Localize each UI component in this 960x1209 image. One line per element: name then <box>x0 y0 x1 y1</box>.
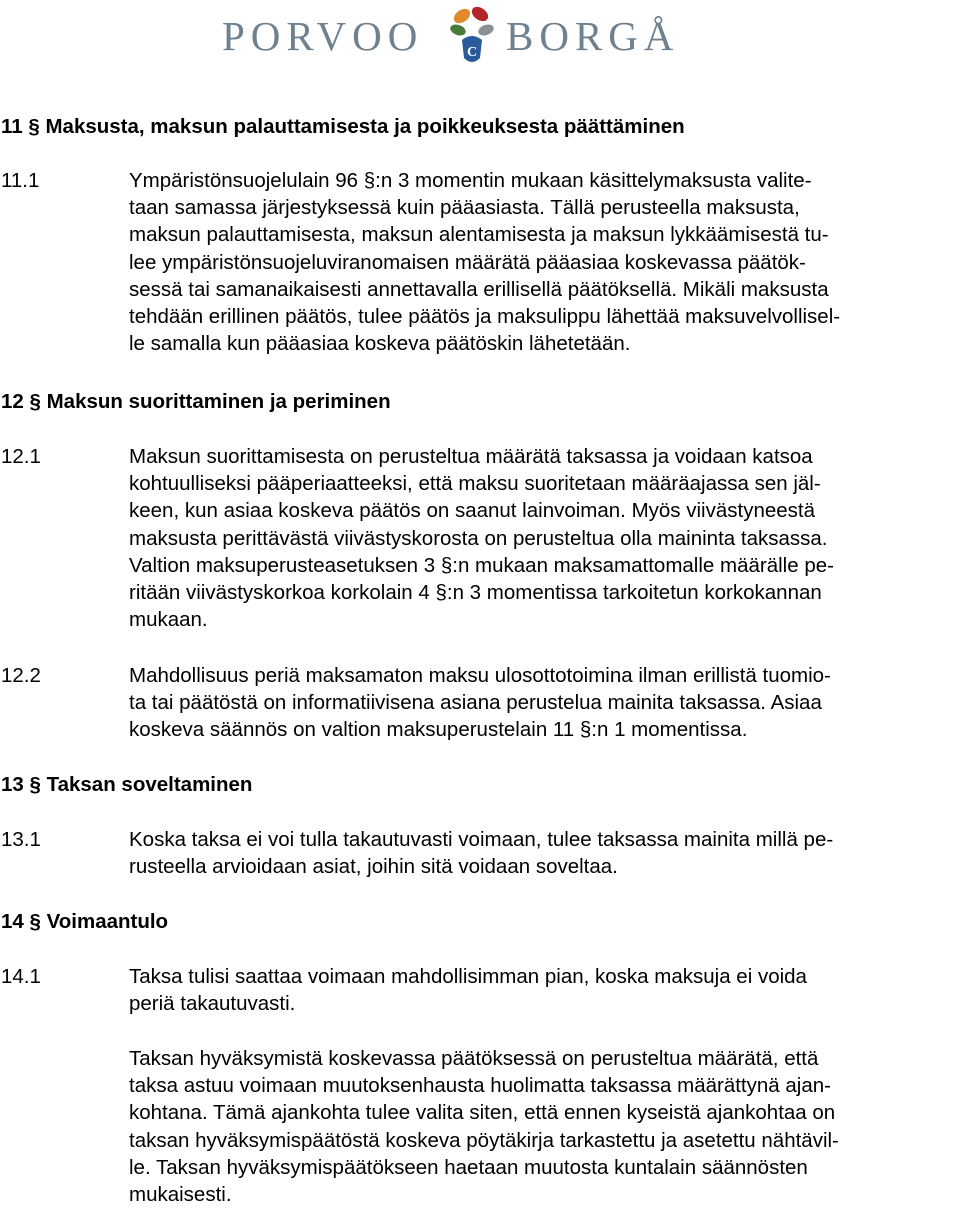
section-heading-13: 13 § Taksan soveltaminen <box>1 773 253 796</box>
text-line: sessä tai samanaikaisesti annettavalla erillisellä päätöksellä. Mikäli maksusta <box>129 277 829 301</box>
paragraph-number-12-2: 12.2 <box>1 664 41 687</box>
paragraph-13-1 <box>129 826 833 880</box>
text-line: periä takautuvasti. <box>129 992 296 1016</box>
text-line: Koska taksa ei voi tulla takautuvasti voimaan, tulee taksassa mainita millä pe- <box>129 828 834 851</box>
svg-text:C: C <box>466 45 478 60</box>
section-heading-12: 12 § Maksun suorittaminen ja periminen <box>1 390 391 413</box>
section-heading-14: 14 § Voimaantulo <box>1 910 169 933</box>
text-line: Valtion maksuperusteasetuksen 3 §:n mukaan maksamattomalle määrälle pe- <box>129 553 834 577</box>
paragraph-number-12-1: 12.1 <box>1 445 41 468</box>
paragraph-11-1 <box>129 167 840 357</box>
paragraph-12-1 <box>129 443 834 633</box>
text-line: tehdään erillinen päätös, tulee päätös ja maksulippu lähettää maksuvelvollisel- <box>129 305 841 329</box>
flower-emblem-icon <box>442 2 502 70</box>
text-line: keen, kun asiaa koskeva päätös on saanut lainvoiman. Myös viivästyneestä <box>129 499 815 523</box>
paragraph-number-13-1: 13.1 <box>1 828 41 851</box>
text-line: lee ympäristönsuojeluviranomaisen määrätä pääasiaa koskevassa päätök- <box>129 250 806 274</box>
paragraph-14-1 <box>129 963 807 1017</box>
text-line: rusteella arvioidaan asiat, joihin sitä voidaan soveltaa. <box>129 855 618 879</box>
text-line: le. Taksan hyväksymispäätökseen haetaan muutosta kuntalain säännösten <box>129 1155 808 1179</box>
paragraph-12-2 <box>129 662 831 744</box>
text-line: ritään viivästyskorkoa korkolain 4 §:n 3 momentissa tarkoitetun korkokannan <box>129 581 822 605</box>
text-line: taan samassa järjestyksessä kuin pääasiasta. Tällä perusteella maksusta, <box>129 196 800 220</box>
text-line: Ympäristönsuojelulain 96 §:n 3 momentin mukaan käsittelymaksusta valite- <box>129 169 812 192</box>
porvoo-borga-logo <box>0 2 960 70</box>
text-line: taksa astuu voimaan muutoksenhausta huolimatta taksassa määrättynä ajan- <box>129 1074 831 1098</box>
text-line: kohtuulliseksi pääperiaatteeksi, että maksu suoritetaan määräajassa sen jäl- <box>129 472 821 496</box>
paragraph-number-11-1: 11.1 <box>1 169 40 192</box>
paragraph-number-14-1: 14.1 <box>1 965 41 988</box>
text-line: maksusta perittävästä viivästyskorosta on perusteltua olla maininta taksassa. <box>129 526 828 550</box>
text-line: taksan hyväksymispäätöstä koskeva pöytäkirja tarkastettu ja asetettu nähtävil- <box>129 1128 839 1152</box>
text-line: maksun palauttamisesta, maksun alentamisesta ja maksun lykkäämisestä tu- <box>129 223 829 247</box>
logo-word-porvoo: PORVOO <box>222 13 424 59</box>
text-line: Taksa tulisi saattaa voimaan mahdollisimman pian, koska maksuja ei voida <box>129 965 807 988</box>
paragraph-14-2 <box>129 1045 839 1208</box>
text-line: kohtana. Tämä ajankohta tulee valita siten, että ennen kyseistä ajankohtaa on <box>129 1101 836 1125</box>
logo-word-borga: BORGÅ <box>506 13 680 59</box>
text-line: Maksun suorittamisesta on perusteltua määrätä taksassa ja voidaan katsoa <box>129 445 813 468</box>
text-line: le samalla kun pääasiaa koskeva päätöskin lähetetään. <box>129 332 631 356</box>
text-line: mukaan. <box>129 608 208 632</box>
text-line: ta tai päätöstä on informatiivisena asiana perustelua mainita taksassa. Asiaa <box>129 691 822 715</box>
text-line: Taksan hyväksymistä koskevassa päätöksessä on perusteltua määrätä, että <box>129 1047 819 1070</box>
text-line: Mahdollisuus periä maksamaton maksu ulosottotoimina ilman erillistä tuomio- <box>129 664 831 687</box>
section-heading-11: 11 § Maksusta, maksun palauttamisesta ja poikkeuksesta päättäminen <box>1 115 685 138</box>
text-line: mukaisesti. <box>129 1183 232 1207</box>
text-line: koskeva säännös on valtion maksuperustelain 11 §:n 1 momentissa. <box>129 718 748 742</box>
